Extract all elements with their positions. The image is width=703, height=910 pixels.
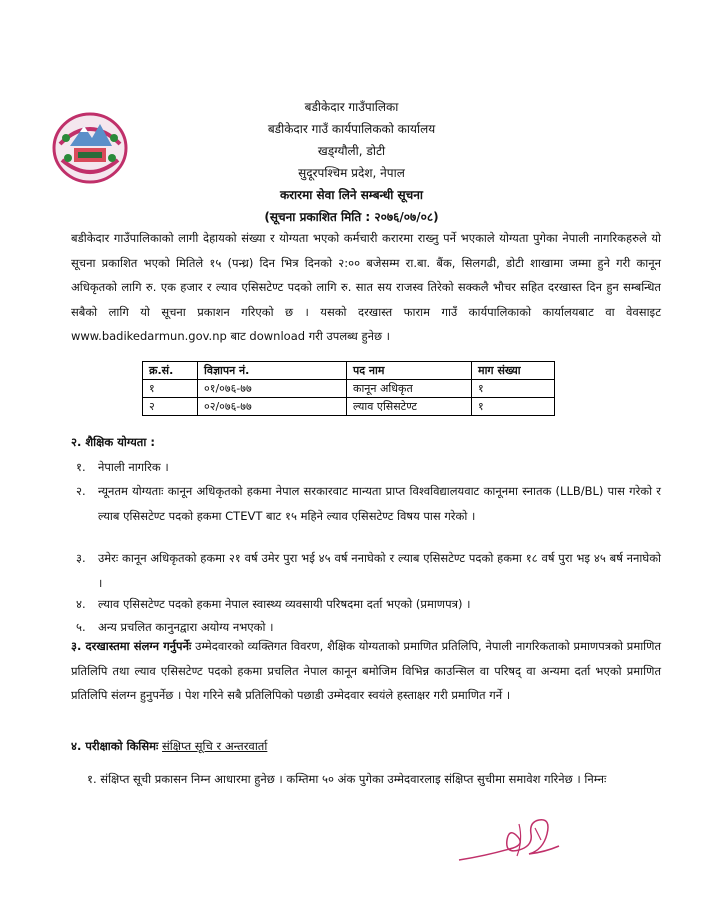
municipality-name: बडीकेदार गाउँपालिका bbox=[304, 100, 399, 114]
table-cell: कानून अधिकृत bbox=[347, 380, 472, 398]
table-cell: १ bbox=[143, 380, 198, 398]
table-row bbox=[143, 398, 555, 416]
notice-date: (सूचना प्रकाशित मिति : २०७६/०७/०८) bbox=[264, 210, 439, 224]
section-4-paragraph bbox=[71, 767, 661, 792]
section-3 bbox=[71, 634, 661, 708]
letterhead bbox=[0, 96, 703, 228]
section-2-heading: २. शैक्षिक योग्यता : bbox=[71, 435, 155, 449]
column-header-demand: माग संख्या bbox=[472, 362, 555, 380]
table-header-row bbox=[143, 362, 555, 380]
intro-text: बडीकेदार गाउँपालिकाको लागी देहायको संख्या र योग्यता भएको कर्मचारी करारमा राख्नु पर्ने भएकाले योग्यता पुगेका नेपाली नागरिकहरुले यो सूचना प्रकाशित भएको मितिले १५ (पन्ध्र) दिन भित्र दिनको २:०० बजेसम्म रा.बा. बैंक, सिलगढी, डोटी शाखामा जम्मा हुने गरी कानून अधिकृतको लागि रु. एक हजार र ल्याव एसिसटेण्ट पदको लागि रु. सात सय राजस्व तिरेको सक्कलै भौचर सहित दरखास्त दिन हुन सम्बन्धित सबैको लागि यो सूचना प्रकाशन गरिएको छ । यसको दरखास्त फाराम गाउँ कार्यपालिकाको कार्यालयबाट वा वेवसाइट www.badikedarmun.gov.np बाट download गरी उपलब्ध हुनेछ । bbox=[71, 231, 661, 343]
vacancy-table bbox=[142, 361, 555, 416]
exam-type-value: संक्षिप्त सूचि र अन्तरवार्ता bbox=[162, 739, 268, 753]
column-header-sn: क्र.सं. bbox=[143, 362, 198, 380]
signature bbox=[455, 810, 565, 872]
intro-paragraph bbox=[71, 226, 661, 349]
table-cell: ल्याव एसिसटेण्ट bbox=[347, 398, 472, 416]
table-row bbox=[143, 380, 555, 398]
notice-title: करारमा सेवा लिने सम्बन्धी सूचना bbox=[279, 188, 424, 202]
table-cell: ०२/०७६-७७ bbox=[198, 398, 347, 416]
column-header-post: पद नाम bbox=[347, 362, 472, 380]
section-3-text: उम्मेदवारको व्यक्तिगत विवरण, शैक्षिक योग्यताको प्रमाणित प्रतिलिपि, नेपाली नागरिकताको प्रमाणपत्रको प्रमाणित प्रतिलिपि तथा ल्याव एसिसटेण्ट पदको हकमा प्रचलित नेपाल कानून बमोजिम विभिन्न काउन्सिल वा परिषद् वा अन्यमा दर्ता भएको प्रमाणित प्रतिलिपि संलग्न हुनुपर्नेछ । पेश गरिने सबै प्रतिलिपिको पछाडी उम्मेदवार स्वयंले हस्ताक्षर गरी प्रमाणित गर्ने । bbox=[71, 639, 662, 702]
table-cell: १ bbox=[472, 398, 555, 416]
list-item: ३. उमेरः कानून अधिकृतको हकमा २१ वर्ष उमेर पुरा भई ४५ वर्ष ननाघेको र ल्याब एसिसटेण्ट पदको हकमा १८ वर्ष पुरा भइ ४५ बर्ष ननाघेको । bbox=[76, 551, 661, 590]
section-4-heading: ४. परीक्षाको किसिमः संक्षिप्त सूचि र अन्तरवार्ता bbox=[71, 739, 268, 753]
table-cell: ०१/०७६-७७ bbox=[198, 380, 347, 398]
list-item: ४. ल्याव एसिसटेण्ट पदको हकमा नेपाल स्वास्थ्य व्यवसायी परिषदमा दर्ता भएको (प्रमाणपत्र) । bbox=[76, 597, 471, 611]
office-address: खड्ग्यौली, डोटी bbox=[317, 144, 386, 158]
table-cell: १ bbox=[472, 380, 555, 398]
section-4-text: १. संक्षिप्त सूची प्रकासन निम्न आधारमा हुनेछ । कम्तिमा ५० अंक पुगेका उम्मेदवारलाइ संक्षिप्त सुचीमा समावेश गरिनेछ । निम्नः bbox=[87, 772, 607, 786]
table-cell: २ bbox=[143, 398, 198, 416]
section-3-heading: ३. दरखास्तमा संलग्न गर्नुपर्नेः bbox=[71, 639, 192, 653]
office-name: बडीकेदार गाउँ कार्यपालिकको कार्यालय bbox=[267, 122, 436, 136]
list-item: ५. अन्य प्रचलित कानुनद्वारा अयोग्य नभएको । bbox=[76, 620, 274, 634]
list-item: २. न्यूनतम योग्यताः कानून अधिकृतको हकमा नेपाल सरकारवाट मान्यता प्राप्त विश्वविद्यालयवाट कानूनमा स्नातक (LLB/BL) पास गरेको र ल्याब एसिसटेण्ट पदको हकमा CTEVT बाट १५ महिने ल्याव एसिसटेण्ट विषय पास गरेको । bbox=[76, 484, 661, 523]
column-header-ad-no: विज्ञापन नं. bbox=[198, 362, 347, 380]
province-country: सुदूरपश्चिम प्रदेश, नेपाल bbox=[298, 166, 405, 180]
list-item: १. नेपाली नागरिक । bbox=[76, 460, 169, 474]
